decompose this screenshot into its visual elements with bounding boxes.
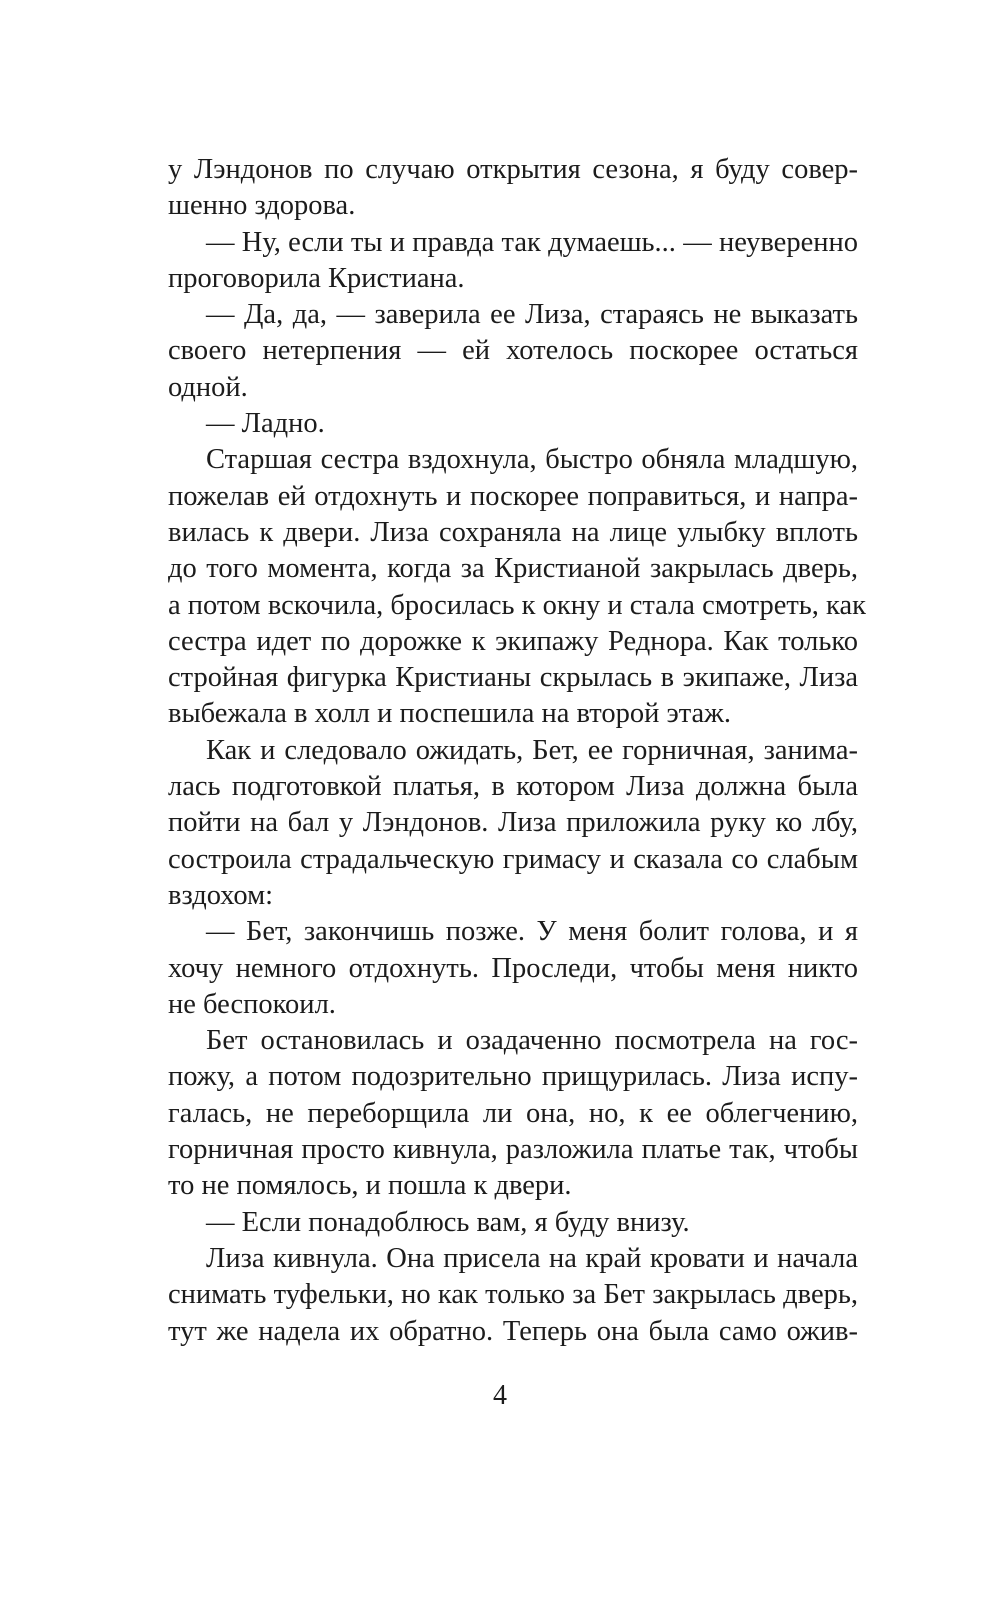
text-line: галась, не переборщила ли она, но, к ее облегчению, <box>168 1097 858 1129</box>
text-line: лась подготовкой платья, в котором Лиза должна была <box>168 771 858 803</box>
text-line: тут же надела их обратно. Теперь она была само ожив- <box>168 1315 858 1347</box>
text-line: стройная фигурка Кристианы скрылась в экипаже, Лиза <box>168 662 858 694</box>
text-line: Бет остановилась и озадаченно посмотрела на гос- <box>206 1025 858 1057</box>
text-line: одной. <box>168 371 248 403</box>
text-line: сестра идет по дорожке к экипажу Реднора. Как только <box>168 625 858 657</box>
text-line: Старшая сестра вздохнула, быстро обняла младшую, <box>206 444 858 476</box>
text-line: горничная просто кивнула, разложила платье так, чтобы <box>168 1134 858 1166</box>
page-number: 4 <box>493 1380 507 1411</box>
text-line: — Бет, закончишь позже. У меня болит голова, и я <box>206 916 858 948</box>
body-text <box>168 152 866 1350</box>
text-line: состроила страдальческую гримасу и сказала со слабым <box>168 843 858 875</box>
text-line: шенно здорова. <box>168 190 356 222</box>
text-line: — Ладно. <box>206 408 325 440</box>
text-line: Как и следовало ожидать, Бет, ее горничная, занима- <box>206 734 858 766</box>
text-line: а потом вскочила, бросилась к окну и стала смотреть, как <box>168 589 866 621</box>
text-line: — Да, да, — заверила ее Лиза, стараясь не выказать <box>206 299 858 331</box>
text-line: вздохом: <box>168 879 274 911</box>
text-line: не беспокоил. <box>168 988 336 1020</box>
text-line: снимать туфельки, но как только за Бет закрылась дверь, <box>168 1279 858 1311</box>
text-line: то не помялось, и пошла к двери. <box>168 1170 572 1202</box>
text-line: пойти на бал у Лэндонов. Лиза приложила руку ко лбу, <box>168 807 858 839</box>
text-line: своего нетерпения — ей хотелось поскорее остаться <box>168 335 858 367</box>
text-line: проговорила Кристиана. <box>168 262 465 294</box>
text-line: пожелав ей отдохнуть и поскорее поправиться, и напра- <box>168 480 858 512</box>
text-line: Лиза кивнула. Она присела на край кровати и начала <box>206 1242 858 1274</box>
text-line: у Лэндонов по случаю открытия сезона, я буду совер- <box>168 154 858 185</box>
text-line: пожу, а потом подозрительно прищурилась. Лиза испу- <box>168 1061 858 1093</box>
text-line: — Ну, если ты и правда так думаешь... — неуверенно <box>206 226 858 258</box>
text-line: вилась к двери. Лиза сохраняла на лице улыбку вплоть <box>168 516 858 548</box>
text-line: хочу немного отдохнуть. Проследи, чтобы меня никто <box>168 952 858 984</box>
text-line: до того момента, когда за Кристианой закрылась дверь, <box>168 553 858 585</box>
text-line: выбежала в холл и поспешила на второй этаж. <box>168 698 731 730</box>
text-line: — Если понадоблюсь вам, я буду внизу. <box>206 1206 690 1238</box>
